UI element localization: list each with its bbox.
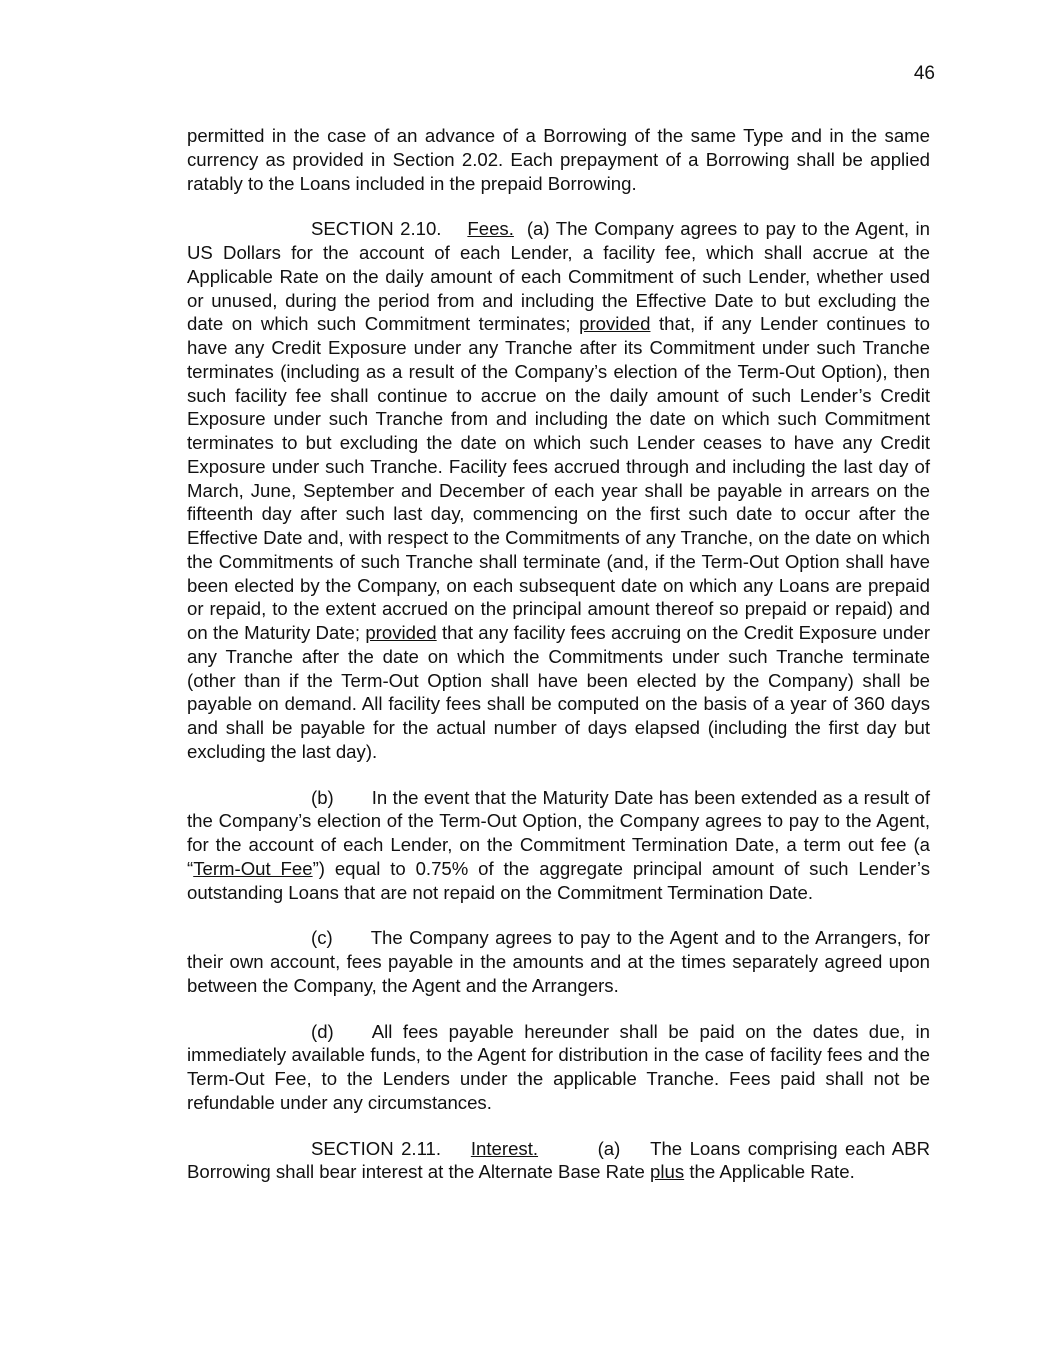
- section-2-10-paragraph-a: [187, 217, 930, 763]
- subsection-label: (d): [311, 1020, 334, 1042]
- section-heading: Fees.: [467, 218, 514, 240]
- paragraph-text: The Company agrees to pay to the Agent, in US Dollars for the account of each Lender, a facility fee, which shall accrue at the Applicable Rate on the daily amount of each Commitment of such Lender, whether used or unused, during the period from and including the Effective Date to but excluding the date on which such Commitment terminates;: [187, 218, 930, 335]
- paragraph-text: that, if any Lender continues to have any Credit Exposure under any Tranche after its Commitment under such Tranche terminates (including as a result of the Company’s election of the Term-Out Option), then such facility fee shall continue to accrue on the daily amount of such Lender’s Credit Exposure under such Tranche from and including the date on which such Commitment terminates to but excluding the date on which such Lender ceases to have any Credit Exposure under such Tranche. Facility fees accrued through and including the last day of March, June, September and December of each year shall be payable in arrears on the fifteenth day after such last day, commencing on the first such date to occur after the Effective Date and, with respect to the Commitments of any Tranche, on the date on which the Commitments of such Tranche shall terminate (and, if the Term-Out Option shall have been elected by the Company, on each subsequent date on which any Loans are prepaid or repaid, to the extent accrued on the principal amount thereof so prepaid or repaid) and on the Maturity Date;: [187, 313, 930, 643]
- defined-term: Term-Out Fee: [193, 857, 313, 879]
- document-body: [187, 124, 930, 1206]
- subsection-label: (a): [597, 1137, 621, 1159]
- section-2-10-paragraph-b: [187, 786, 930, 905]
- paragraph-continuation: [187, 124, 930, 195]
- section-number: SECTION 2.10.: [311, 218, 442, 240]
- paragraph-text: the Applicable Rate.: [689, 1161, 855, 1183]
- subsection-label: (b): [311, 786, 334, 808]
- plus-term: plus: [650, 1161, 685, 1183]
- paragraph-text: The Company agrees to pay to the Agent and to the Arrangers, for their own account, fees payable in the amounts and at the times separately agreed upon between the Company, the Agent and the Arrangers.: [187, 927, 930, 996]
- section-2-10-paragraph-d: [187, 1020, 930, 1115]
- paragraph-text: ”) equal to 0.75% of the aggregate principal amount of such Lender’s outstanding Loans that are not repaid on the Commitment Termination Date.: [187, 857, 930, 903]
- paragraph-text: that any facility fees accruing on the Credit Exposure under any Tranche after the date on which the Commitments under such Tranche terminate (other than if the Term-Out Option shall have been elected by the Company) shall be payable on demand. All facility fees shall be computed on the basis of a year of 360 days and shall be payable for the actual number of days elapsed (including the first day but excluding the last day).: [187, 622, 931, 762]
- provided-term: provided: [579, 313, 651, 335]
- section-2-11-paragraph-a: [187, 1137, 930, 1185]
- section-2-10-paragraph-c: [187, 926, 930, 997]
- provided-term: provided: [365, 622, 437, 643]
- paragraph-text: permitted in the case of an advance of a Borrowing of the same Type and in the same currency as provided in Section 2.02. Each prepayment of a Borrowing shall be applied ratably to the Loans included in the prepaid Borrowing.: [187, 125, 930, 194]
- subsection-label: (c): [311, 927, 333, 949]
- section-number: SECTION 2.11.: [311, 1137, 442, 1159]
- paragraph-text: The Loans comprising each ABR Borrowing shall bear interest at the Alternate Base Rate: [187, 1137, 931, 1183]
- paragraph-text: All fees payable hereunder shall be paid on the dates due, in immediately available funds, to the Agent for distribution in the case of facility fees and the Term-Out Fee, to the Lenders under the applicable Tranche. Fees paid shall not be refundable under any circumstances.: [187, 1020, 930, 1113]
- subsection-label: (a): [526, 218, 550, 240]
- page-number: 46: [913, 63, 935, 84]
- paragraph-text: In the event that the Maturity Date has been extended as a result of the Company’s election of the Term-Out Option, the Company agrees to pay to the Agent, for the account of each Lender, on the Commitment Termination Date, a term out fee (a “: [187, 786, 930, 879]
- section-heading: Interest.: [470, 1137, 539, 1159]
